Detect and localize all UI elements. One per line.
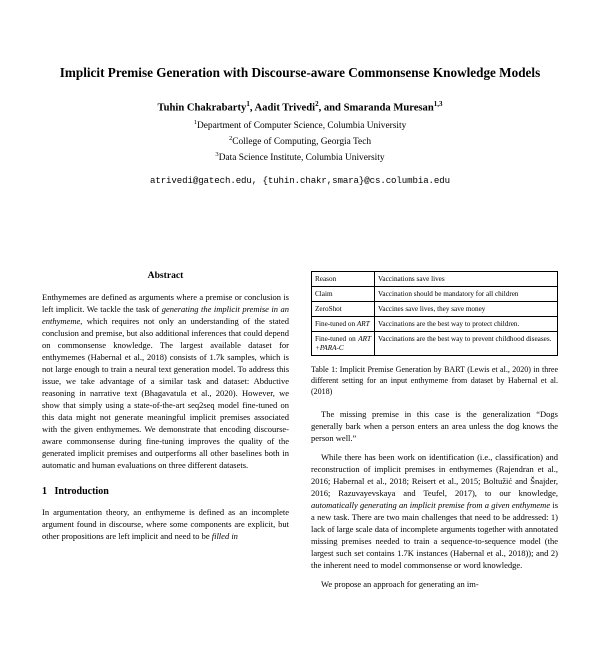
left-column — [42, 269, 289, 664]
author-3-name: and Smaranda Muresan — [323, 102, 434, 114]
affiliation-2 — [40, 134, 560, 150]
affiliation-list — [40, 118, 560, 165]
right-p2-text-1: While there has been work on identification (i.e., classification) and reconstruction of implicit premises in enthymemes (Rajendran et al., 2016; Habernal et al., 2018; Reisert et al., 2015; Boltužić and Šnajder, 2016; Razuvayevskaya and Teufel, 2017), to our knowledge, — [311, 451, 558, 498]
affiliation-2-text: College of Computing, Georgia Tech — [232, 137, 372, 148]
table-row-label-italic: ART +PARA-C — [315, 334, 371, 352]
table-row-label: Claim — [312, 287, 375, 302]
author-1-affil-marker: 1 — [246, 99, 250, 108]
author-list: Tuhin Chakrabarty$^1$, Aadit Trivedi$^2$, and Smaranda Muresan$^{1,3}$ — [157, 99, 443, 114]
intro-text-italic: filled in — [211, 530, 238, 541]
affiliation-1-text: Department of Computer Science, Columbia University — [196, 121, 407, 132]
right-paragraph-3: We propose an approach for generating an im- — [321, 579, 479, 590]
abstract-text-1: Enthymemes are defined as arguments where a premise or conclusion is left implicit. We tackle the task of — [42, 291, 289, 314]
page-title: Implicit Premise Generation with Discourse-aware Commonsense Knowledge Models — [59, 65, 541, 80]
right-p2-italic: automatically generating an implicit premise from a given enthymeme — [311, 500, 551, 510]
affiliation-3 — [40, 150, 560, 166]
introduction-number: 1 — [42, 485, 47, 497]
table-row-label: Reason — [312, 272, 375, 287]
author-emails: atrivedi@gatech.edu, {tuhin.chakr,smara}@cs.columbia.edu — [149, 174, 450, 186]
author-2-name: Aadit Trivedi — [254, 102, 316, 114]
table-row — [312, 332, 558, 356]
table-row — [312, 317, 558, 332]
table-row-value: Vaccination should be mandatory for all children — [375, 287, 558, 302]
results-table — [311, 271, 558, 356]
introduction-title: Introduction — [54, 485, 109, 497]
table-row-value: Vaccinations are the best way to prevent childhood diseases. — [375, 332, 558, 356]
table-caption: Table 1: Implicit Premise Generation by BART (Lewis et al., 2020) in three different setting for an input enthymeme from dataset by Habernal et al. (2018) — [311, 365, 558, 397]
right-column — [311, 269, 558, 664]
abstract-text-italic: generating the implicit premise in an enthymeme — [42, 303, 289, 326]
table-row — [312, 272, 558, 287]
table-row-label: Fine-tuned on ART +PARA-C — [312, 332, 375, 356]
abstract-text-2: , which requires not only an understanding of the stated conclusion and premise, but also additional inferences that could depend on commonsense knowledge. The largest available dataset for enthymemes (Habernal et al., 2018) consists of 1.7k samples, which is not large enough to train a neural text generation model. To address this issue, we take advantage of a similar task and dataset: Abductive reasoning in narrative text (Bhagavatula et al., 2020). However, we show that simply using a state-of-the-art seq2seq model fine-tuned on this data might not generate meaningful implicit premises associated with the given enthymemes. We demonstrate that encoding discourse-aware commonsense during fine-tuning improves the quality of the generated implicit premises and outperforms all other baselines both in automatic and human evaluations on three different datasets. — [42, 315, 289, 471]
introduction-heading — [42, 485, 289, 499]
table-row-label: ZeroShot — [312, 302, 375, 317]
table-row — [312, 302, 558, 317]
affiliation-1 — [40, 118, 560, 134]
author-2-affil-marker: 2 — [315, 99, 319, 108]
abstract-heading: Abstract — [147, 270, 184, 281]
table-row-value: Vaccinations save lives — [375, 272, 558, 287]
affiliation-3-marker: 3 — [215, 150, 219, 158]
right-paragraph-2 — [311, 451, 558, 572]
table-row-value: Vaccines save lives, they save money — [375, 302, 558, 317]
author-1-name: Tuhin Chakrabarty — [157, 102, 247, 114]
table-row-label-italic: ART — [356, 319, 370, 328]
introduction-paragraph-1 — [42, 506, 289, 542]
body-columns — [0, 269, 600, 664]
right-p2-text-2: is a new task. There are two main challenges that need to be addressed: 1) lack of large scale data of incomplete arguments together with annotated missing premises needed to train a sequence-to-sequence model (the largest such set contains 1.7K instances (Habernal et al., 2018)); and 2) the inherent need to model commonsense or word knowledge. — [311, 500, 559, 571]
intro-text-1: In argumentation theory, an enthymeme is defined as an incomplete argument found in discourse, where some components are explicit, but other propositions are left implicit and need to be — [42, 506, 289, 541]
abstract-paragraph — [42, 291, 289, 472]
affiliation-2-marker: 2 — [228, 135, 233, 143]
affiliation-3-text: Data Science Institute, Columbia University — [218, 152, 385, 163]
affiliation-1-marker: 1 — [193, 119, 197, 127]
right-paragraph-1: The missing premise in this case is the generalization “Dogs generally bark when a person enters an area unless the dog knows the person well.” — [311, 408, 558, 443]
table-row — [312, 287, 558, 302]
table-row-label: Fine-tuned on ART — [312, 317, 375, 332]
author-3-affil-marker: 1,3 — [433, 99, 443, 108]
table-row-value: Vaccinations are the best way to protect children. — [375, 317, 558, 332]
paper-page — [0, 64, 600, 664]
